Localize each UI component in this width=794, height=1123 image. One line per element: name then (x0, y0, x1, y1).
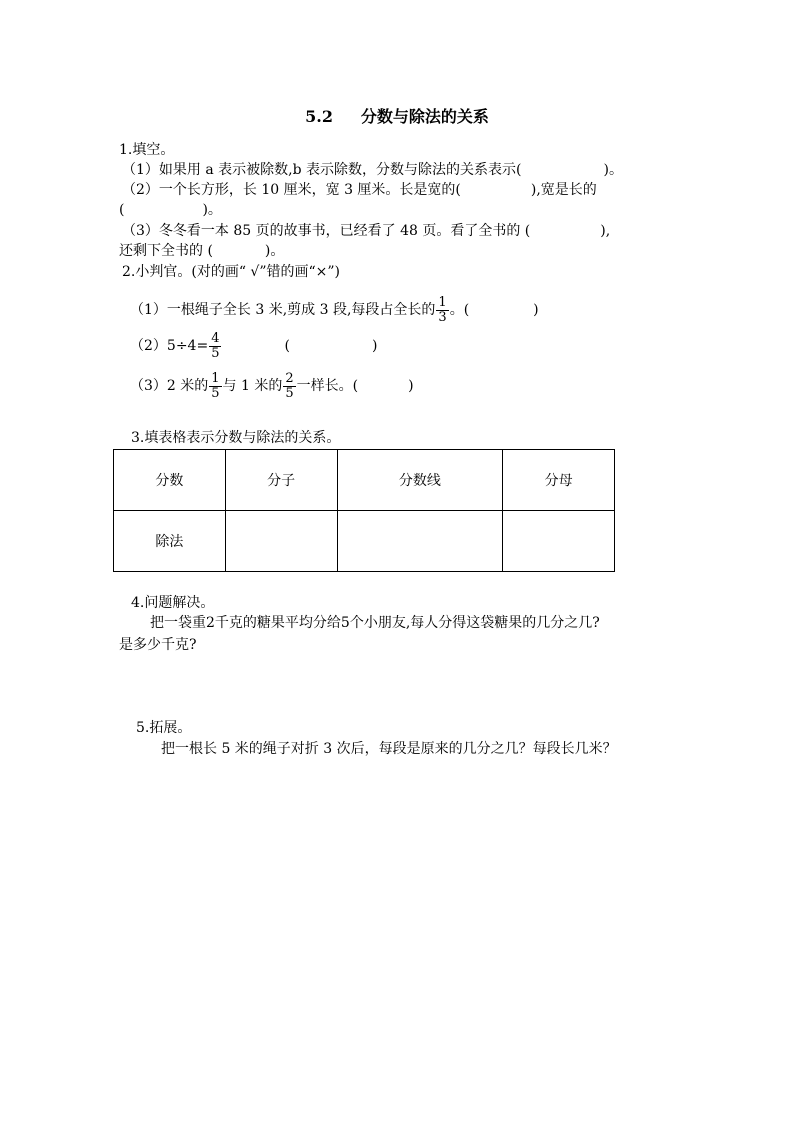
q2-item1 (130, 293, 539, 327)
table-cell: 分母 (503, 450, 615, 511)
page-title: 5.2 分数与除法的关系 (305, 107, 489, 126)
q2-item3-frac1-num: 1 (211, 370, 220, 386)
q2-item2-close: ) (371, 338, 378, 354)
q2-item3-suffix: 一样长。( (296, 378, 359, 394)
q2-item2-frac-num: 4 (211, 330, 220, 346)
q2-item2 (130, 329, 377, 363)
q1-item3-prefix: （3）冬冬看一本 85 页的故事书，已经看了 48 页。看了全书的 ( (122, 223, 531, 239)
table-cell: 分子 (225, 450, 337, 511)
q2-item2-open: ( (284, 338, 290, 354)
q2-item2-prefix: （2）5÷4= (130, 338, 209, 354)
q2-item1-close: ) (533, 302, 539, 318)
fraction-division-table (113, 449, 615, 572)
table-cell: 分数 (114, 450, 226, 511)
table-cell (225, 511, 337, 572)
q1-item1-suffix: )。 (603, 162, 623, 178)
table-cell (337, 511, 503, 572)
q1-heading: 1.填空。 (119, 142, 175, 158)
q2-item3-middle: 与 1 米的 (222, 378, 283, 394)
table-cell (503, 511, 615, 572)
q1-item3-suffix: ), (600, 223, 611, 239)
q2-item3 (130, 369, 414, 403)
q1-item2-line1 (122, 181, 597, 199)
q3-heading: 3.填表格表示分数与除法的关系。 (131, 430, 341, 446)
q2-item3-fraction1 (209, 372, 221, 401)
q4-line2: 是多少千克? (119, 637, 197, 653)
q2-item1-prefix: （1）一根绳子全长 3 米,剪成 3 段,每段占全长的 (130, 302, 436, 318)
q2-item3-fraction2 (283, 372, 295, 401)
q1-item2-line2-close: )。 (202, 202, 222, 218)
q1-item3-line1 (122, 222, 610, 240)
q1-item1-prefix: （1）如果用 a 表示被除数,b 表示除数，分数与除法的关系表示( (122, 162, 522, 178)
table-row (114, 511, 615, 572)
q5-line1: 把一根长 5 米的绳子对折 3 次后，每段是原来的几分之几？每段长几米？ (161, 741, 617, 757)
q2-item3-frac2-num: 2 (285, 370, 294, 386)
q2-item1-frac-den: 3 (438, 309, 447, 325)
table-cell: 分数线 (337, 450, 503, 511)
q2-item2-frac-den: 5 (211, 345, 220, 361)
q5-heading: 5.拓展。 (136, 720, 192, 736)
q2-item1-fraction (436, 296, 448, 325)
q2-item3-frac1-den: 5 (211, 385, 220, 401)
q1-item3-line2-suffix: )。 (264, 243, 285, 259)
q1-item2-line2-open: ( (119, 202, 125, 218)
q4-heading: 4.问题解决。 (131, 595, 215, 611)
q1-item2-middle: ),宽是长的 (530, 182, 597, 198)
q1-item3-line2 (119, 242, 284, 260)
q4-line1: 把一袋重2千克的糖果平均分给5个小朋友,每人分得这袋糖果的几分之几? (150, 615, 600, 631)
q2-item2-fraction (209, 332, 221, 361)
table-row (114, 450, 615, 511)
table-cell: 除法 (114, 511, 226, 572)
q1-item3-line2-prefix: 还剩下全书的 ( (119, 243, 213, 259)
q2-item1-frac-num: 1 (438, 294, 447, 310)
q2-item3-close: ) (408, 378, 414, 394)
q2-item1-suffix: 。( (449, 302, 470, 318)
q2-heading: 2.小判官。(对的画“ √”错的画“×”) (122, 264, 341, 280)
q2-item3-prefix: （3）2 米的 (130, 378, 209, 394)
q2-item3-frac2-den: 5 (285, 385, 294, 401)
q1-item2-line2 (119, 201, 222, 219)
q1-item2-prefix: （2）一个长方形，长 10 厘米，宽 3 厘米。长是宽的( (122, 182, 461, 198)
q1-item1 (122, 161, 623, 179)
